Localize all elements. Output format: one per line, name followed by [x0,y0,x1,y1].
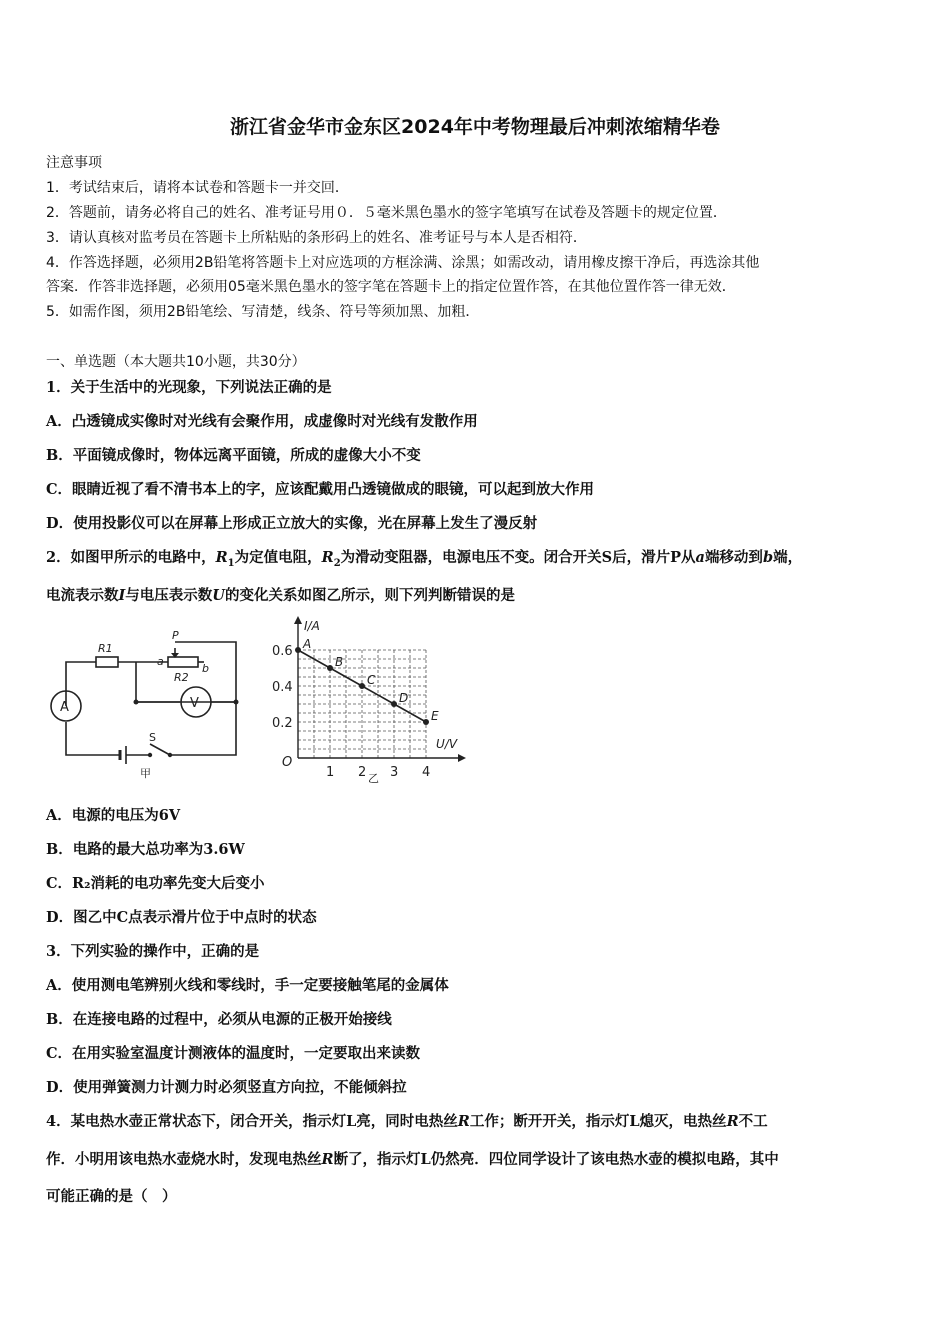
slider-p-label: P [172,629,179,642]
y-tick-label: 0.6 [272,644,293,659]
r2-subscript: 2 [333,557,341,569]
page-title: 浙江省金华市金东区2024年中考物理最后冲刺浓缩精华卷 [230,116,720,138]
data-point-b [327,665,333,671]
figure-caption-jia: 甲 [140,767,151,780]
wire [66,662,96,706]
x-axis-label: U/V [436,737,458,751]
r2-symbol: R [321,549,334,566]
switch-blade [150,744,170,755]
question-2-option-c: C．R₂消耗的电功率先变大后变小 [46,875,265,892]
r-symbol: R [321,1151,334,1168]
question-3-option-c: C．在用实验室温度计测液体的温度时，一定要取出来读数 [46,1045,421,1062]
q2-text: 为定值电阻， [234,549,322,566]
switch-label: S [149,731,156,744]
notice-item: 4．作答选择题，必须用2B铅笔将答题卡上对应选项的方框涂满、涂黑；如需改动，请用橡皮擦干净后，再选涂其他 [46,255,760,271]
q4-text: 断了，指示灯L仍然亮．四位同学设计了该电热水壶的模拟电路，其中 [333,1151,779,1168]
q4-text: 作．小明用该电热水壶烧水时，发现电热丝 [46,1151,322,1168]
q2-text: 端， [773,549,803,566]
voltmeter-label: V [190,696,199,711]
q4-text: 不工 [738,1113,768,1130]
point-label: E [431,709,439,723]
data-point-d [391,701,397,707]
i-symbol: I [118,587,126,604]
data-point-e [423,719,429,725]
q2-text: 为滑动变阻器，电源电压不变。闭合开关S后，滑片P从 [340,549,696,566]
question-1-stem: 1．关于生活中的光现象，下列说法正确的是 [46,379,332,396]
point-label: A [303,637,312,651]
q4-text: 4．某电热水壶正常状态下，闭合开关，指示灯L亮，同时电热丝 [46,1113,458,1130]
r-symbol: R [457,1113,470,1130]
question-4-line2 [46,1148,779,1169]
question-2-stem-line2 [46,584,515,605]
switch-contact-dot [148,753,152,757]
section-heading: 一、单选题（本大题共10小题，共30分） [46,354,306,370]
question-2-option-a: A．电源的电压为6V [46,807,181,824]
q2-text: 2．如图甲所示的电路中， [46,549,216,566]
notice-item: 2．答题前，请务必将自己的姓名、准考证号用０．５毫米黑色墨水的签字笔填写在试卷及答题卡的规定位置． [46,205,727,221]
x-tick-label: 1 [326,765,335,780]
y-axis-label: I/A [304,619,320,633]
question-1-option-b: B．平面镜成像时，物体远离平面镜，所成的虚像大小不变 [46,447,421,464]
x-tick-label: 2 [358,765,367,780]
question-2-option-d: D．图乙中C点表示滑片位于中点时的状态 [46,909,317,926]
y-axis-arrow-icon [294,616,302,624]
question-1-option-a: A．凸透镜成实像时对光线有会聚作用，成虚像时对光线有发散作用 [46,413,478,430]
r2-label: R2 [174,671,189,684]
y-tick-label: 0.2 [272,716,293,731]
circuit-diagram [40,628,255,798]
q2-text: 端移动到 [704,549,763,566]
u-symbol: U [212,587,225,604]
end-b-label: b [202,662,209,675]
point-label: C [367,673,376,687]
wire [170,702,236,755]
question-3-option-b: B．在连接电路的过程中，必须从电源的正极开始接线 [46,1011,392,1028]
x-axis-arrow-icon [458,754,466,762]
r1-subscript: 1 [227,557,235,569]
q2-text: 电流表示数 [46,587,119,604]
notice-item: 答案．作答非选择题，必须用05毫米黑色墨水的签字笔在答题卡上的指定位置作答，在其他位置作答一律无效． [46,279,736,295]
notice-heading: 注意事项 [46,155,102,171]
data-point-c [359,683,365,689]
r1-resistor [96,657,118,667]
a-symbol: a [695,549,705,566]
question-2-option-b: B．电路的最大总功率为3.6W [46,841,245,858]
r1-label: R1 [98,642,113,655]
figure-caption-yi: 乙 [368,772,379,784]
question-3-option-d: D．使用弹簧测力计测力时必须竖直方向拉，不能倾斜拉 [46,1079,407,1096]
q4-text: 工作；断开开关，指示灯L熄灭，电热丝 [469,1113,727,1130]
end-a-label: a [157,655,164,668]
x-tick-label: 3 [390,765,399,780]
question-3-stem: 3．下列实验的操作中，正确的是 [46,943,260,960]
r1-symbol: R [215,549,228,566]
q2-text: 与电压表示数 [125,587,213,604]
q2-text: 的变化关系如图乙所示，则下列判断错误的是 [224,587,515,604]
point-label: D [399,691,409,705]
r-symbol: R [726,1113,739,1130]
question-4-line3: 可能正确的是（ ） [46,1188,177,1205]
series [295,637,439,725]
question-2-stem-line1 [46,546,802,569]
ammeter-label: A [60,700,69,715]
question-1-option-c: C．眼睛近视了看不清书本上的字，应该配戴用凸透镜做成的眼镜，可以起到放大作用 [46,481,595,498]
origin-label: O [282,755,293,770]
switch-contact-dot [168,753,172,757]
data-point-a [295,647,301,653]
y-tick-label: 0.4 [272,680,293,695]
notice-item: 5．如需作图，须用2B铅笔绘、写清楚，线条、符号等须加黑、加粗． [46,304,480,320]
question-4-line1 [46,1110,768,1131]
notice-item: 1．考试结束后，请将本试卷和答题卡一并交回． [46,180,349,196]
notice-item: 3．请认真核对监考员在答题卡上所粘贴的条形码上的姓名、准考证号与本人是否相符． [46,230,587,246]
tick-labels [272,644,430,780]
point-label: B [335,655,344,669]
junction-dot [134,700,139,705]
b-symbol: b [762,549,774,566]
r2-rheostat [168,657,198,667]
x-tick-label: 4 [422,765,431,780]
question-1-option-d: D．使用投影仪可以在屏幕上形成正立放大的实像，光在屏幕上发生了漫反射 [46,515,538,532]
junction-dot [234,700,239,705]
iu-graph [268,612,468,784]
wire [66,722,120,755]
question-3-option-a: A．使用测电笔辨别火线和零线时，手一定要接触笔尾的金属体 [46,977,449,994]
